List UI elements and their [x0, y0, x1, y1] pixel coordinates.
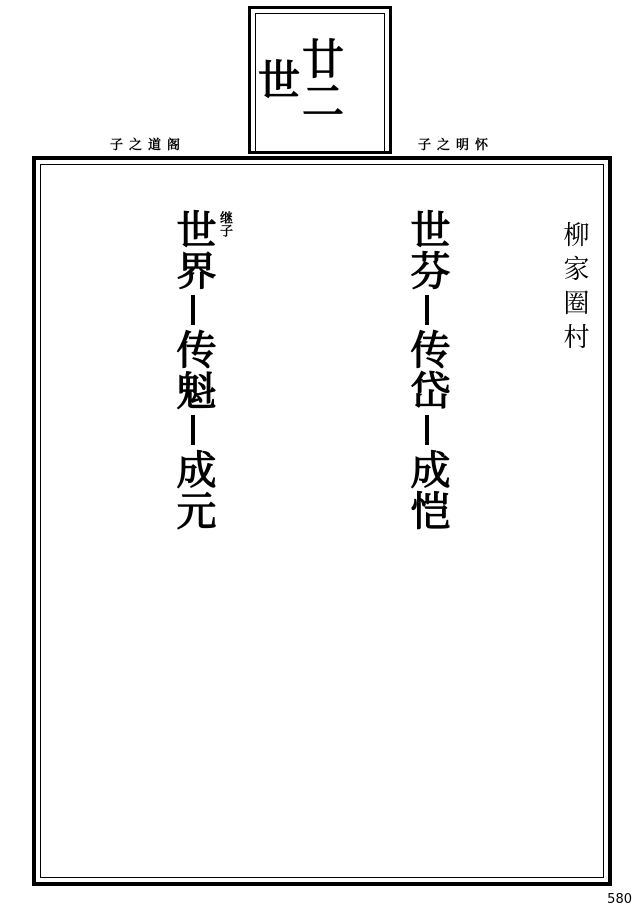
- page-number: 580: [607, 892, 632, 907]
- adoption-note: 继子: [217, 211, 232, 237]
- caption-left: 子之道阁: [110, 138, 187, 153]
- person-name: 世芬: [404, 209, 451, 291]
- lineage-column-shifen: [399, 209, 455, 531]
- person-name: 世界: [170, 209, 217, 291]
- lineage-connector: [425, 415, 429, 445]
- generation-header-inner-border: [252, 13, 385, 151]
- person-name: 传魁: [170, 329, 217, 411]
- caption-right: 子之明怀: [418, 138, 495, 153]
- genealogy-frame: [32, 156, 612, 886]
- lineage-connector: [191, 295, 195, 325]
- lineage-connector: [191, 415, 195, 445]
- lineage-column-shijie: [165, 209, 221, 531]
- lineage-connector: [425, 295, 429, 325]
- person-name: 成元: [170, 449, 217, 531]
- generation-title: 廿二世: [252, 37, 345, 121]
- person-name: 成恺: [404, 449, 451, 531]
- genealogy-frame-inner-border: [40, 164, 604, 878]
- village-label: 柳家圈村: [559, 221, 589, 357]
- generation-header-box: [248, 6, 392, 154]
- person-name: 传岱: [404, 329, 451, 411]
